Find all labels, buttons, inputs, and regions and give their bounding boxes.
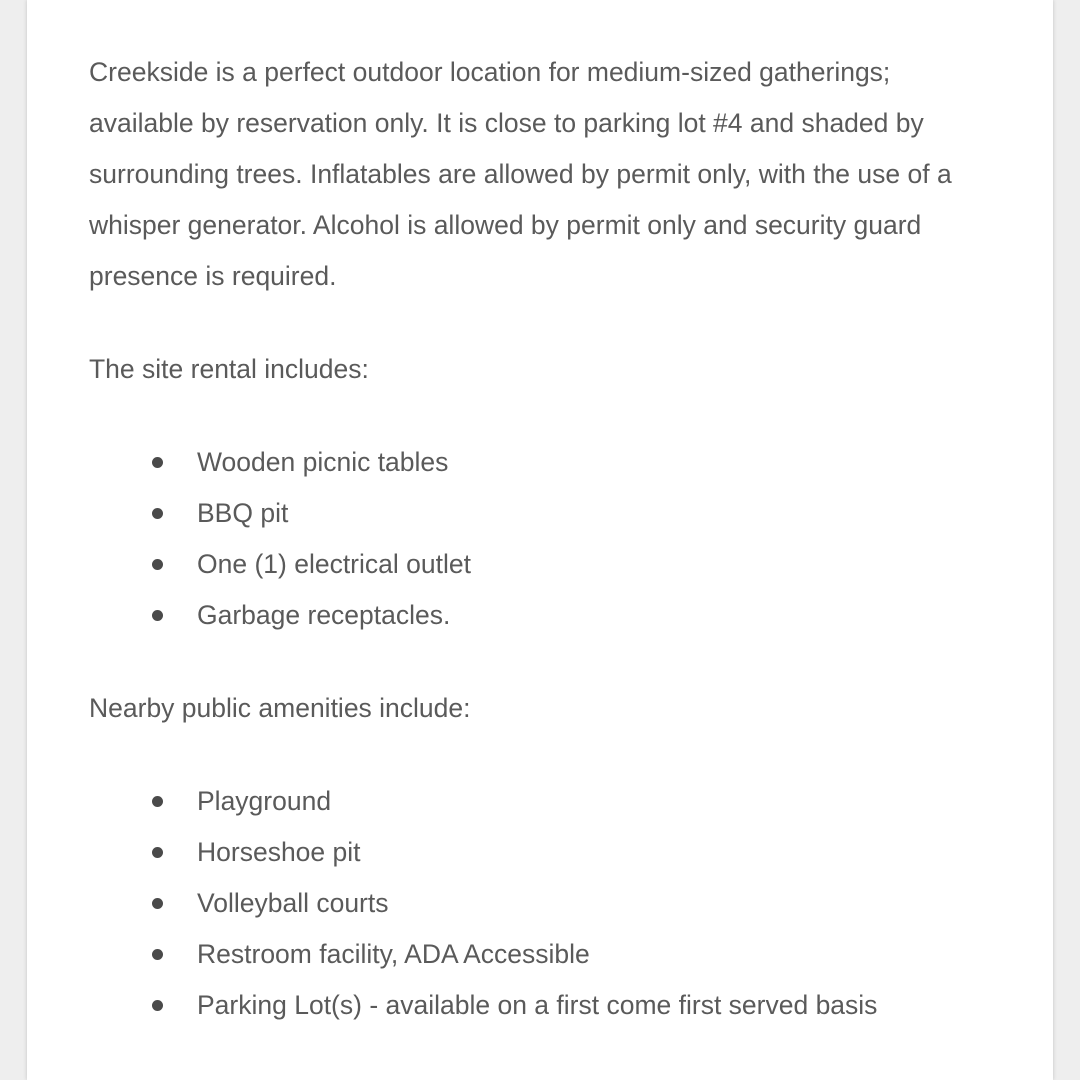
rental-heading: The site rental includes:: [89, 354, 369, 384]
list-item: [89, 776, 989, 827]
list-item: [89, 539, 989, 590]
list-item-text: Garbage receptacles.: [197, 600, 451, 630]
list-item-text: Parking Lot(s) - available on a first come first served basis: [197, 990, 878, 1020]
content-card: [27, 0, 1053, 1080]
bullet-icon: [152, 508, 163, 519]
list-item-text: Wooden picnic tables: [197, 447, 449, 477]
bullet-icon: [152, 1000, 163, 1011]
list-item: [89, 878, 989, 929]
list-item: [89, 980, 989, 1031]
list-item: [89, 590, 989, 641]
bullet-icon: [152, 457, 163, 468]
bullet-icon: [152, 796, 163, 807]
list-item: [89, 437, 989, 488]
list-item-text: Horseshoe pit: [197, 837, 361, 867]
rental-list: [89, 437, 989, 641]
list-item: [89, 827, 989, 878]
site-description: [89, 47, 989, 1031]
list-item: [89, 488, 989, 539]
intro-paragraph: Creekside is a perfect outdoor location for medium-sized gatherings; available by reservation only. It is close to parking lot #4 and shaded by surrounding trees. Inflatables are allowed by permit only, with the use of a whisper generator. Alcohol is allowed by permit only and security guard presence is required.: [89, 57, 952, 291]
bullet-icon: [152, 559, 163, 570]
list-item: [89, 929, 989, 980]
bullet-icon: [152, 610, 163, 621]
list-item-text: Playground: [197, 786, 332, 816]
list-item-text: Restroom facility, ADA Accessible: [197, 939, 590, 969]
list-item-text: Volleyball courts: [197, 888, 389, 918]
amenities-list: [89, 776, 989, 1031]
bullet-icon: [152, 847, 163, 858]
bullet-icon: [152, 898, 163, 909]
list-item-text: One (1) electrical outlet: [197, 549, 471, 579]
amenities-heading: Nearby public amenities include:: [89, 693, 471, 723]
list-item-text: BBQ pit: [197, 498, 289, 528]
bullet-icon: [152, 949, 163, 960]
